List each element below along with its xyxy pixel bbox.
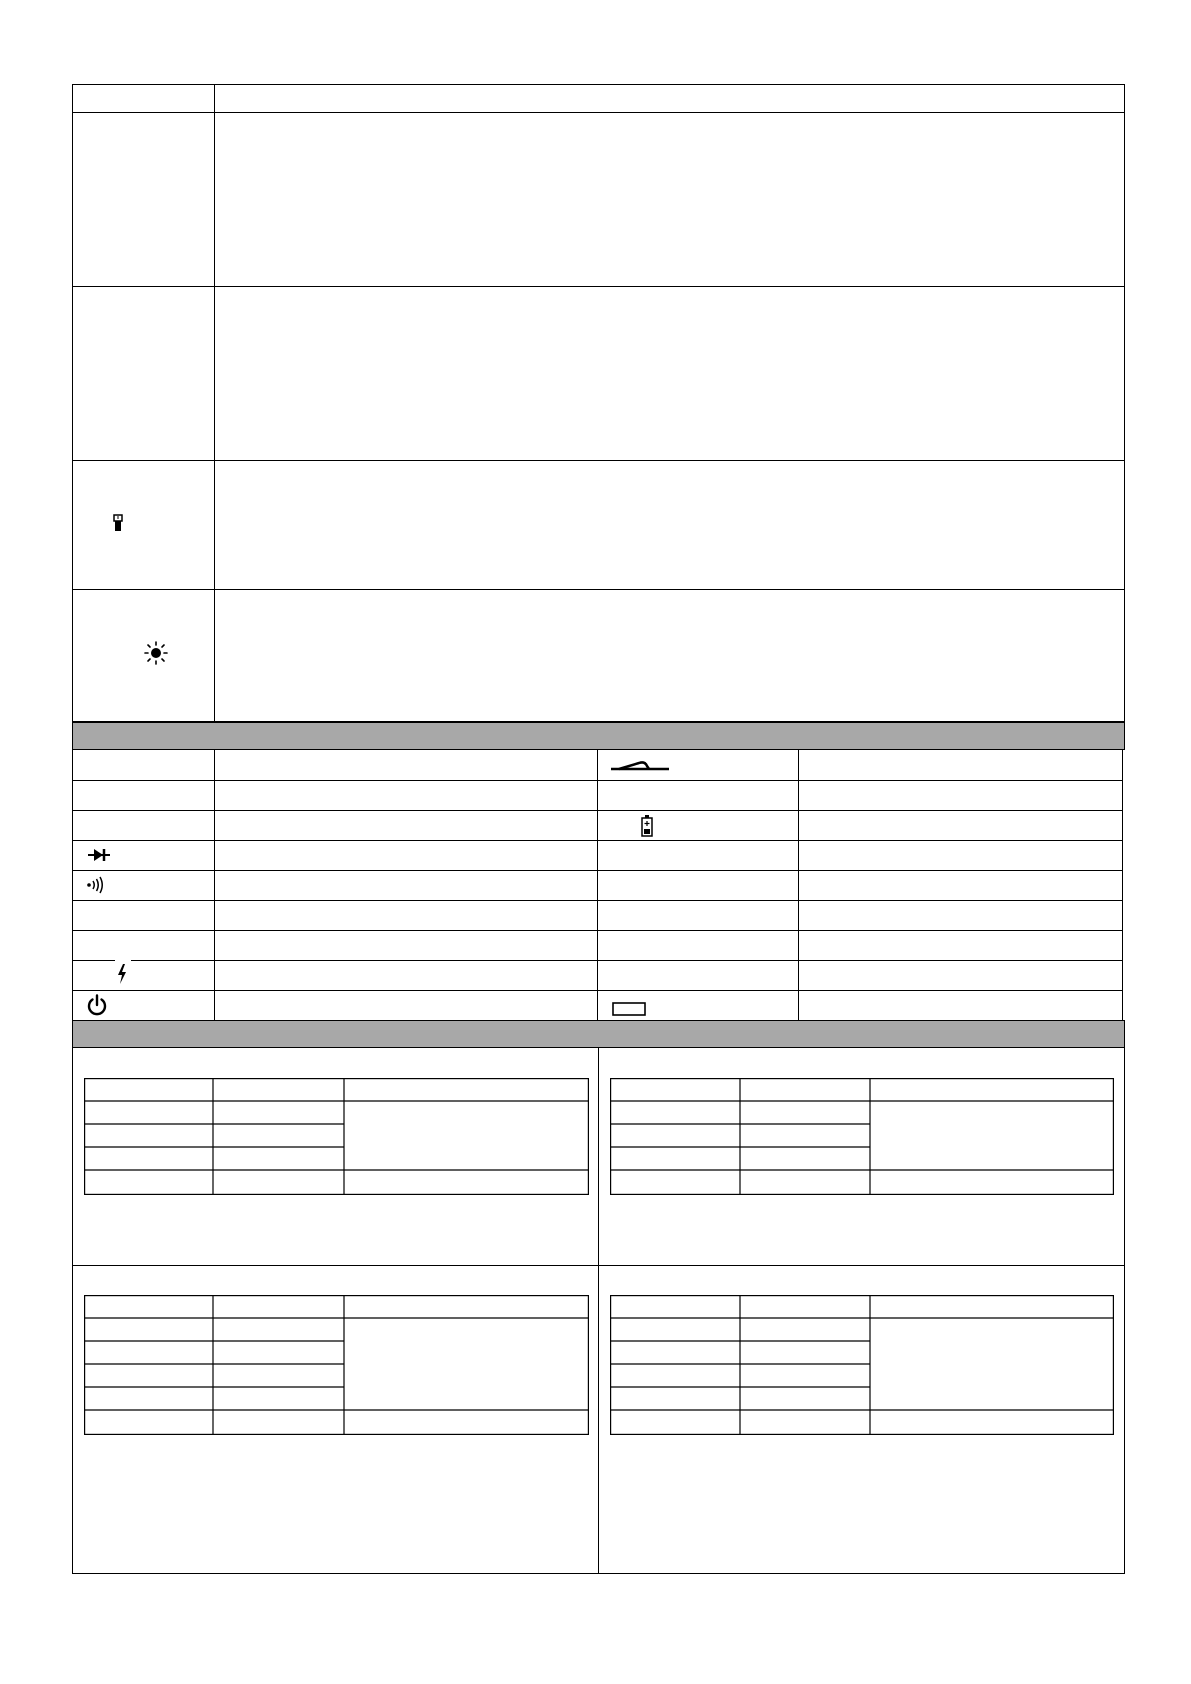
panel-right-border [1124,1048,1125,1574]
row-divider [72,589,1125,590]
row-divider [72,960,1123,961]
section-header-bar [72,1020,1125,1048]
battery-icon [641,815,653,837]
column-divider [214,750,215,1020]
flashlight-icon [112,514,124,532]
rectangle-icon [612,1002,646,1016]
section-header-bar [72,722,1125,750]
row-divider [72,840,1123,841]
lightning-icon [116,964,128,984]
row-divider [72,870,1123,871]
power-icon [86,994,108,1016]
row-divider [72,900,1123,901]
row-divider [72,460,1125,461]
panel-row-divider [72,1265,1125,1266]
row-divider [72,112,1125,113]
table-outline [72,84,1125,722]
panel-center-divider [598,1048,599,1574]
row-divider [72,286,1125,287]
test-lead-icon [609,758,671,772]
sun-icon [144,641,168,665]
lightning-gap [115,959,131,962]
column-divider [798,750,799,1020]
continuity-icon [86,876,106,894]
table-left-border [72,750,73,1020]
function-description-table [72,84,1125,722]
spec-grid-bottom-left [84,1295,589,1435]
spec-grid-top-left [84,1078,589,1195]
column-divider [597,750,598,1020]
spec-grid-bottom-right [610,1295,1114,1435]
column-divider [214,84,215,722]
row-divider [72,780,1123,781]
diode-icon [88,847,110,863]
row-divider [72,930,1123,931]
row-divider [72,810,1123,811]
table-right-border [1122,750,1123,1020]
symbols-table [72,750,1125,1020]
panel-left-border [72,1048,73,1574]
row-divider [72,990,1123,991]
spec-grid-top-right [610,1078,1114,1195]
